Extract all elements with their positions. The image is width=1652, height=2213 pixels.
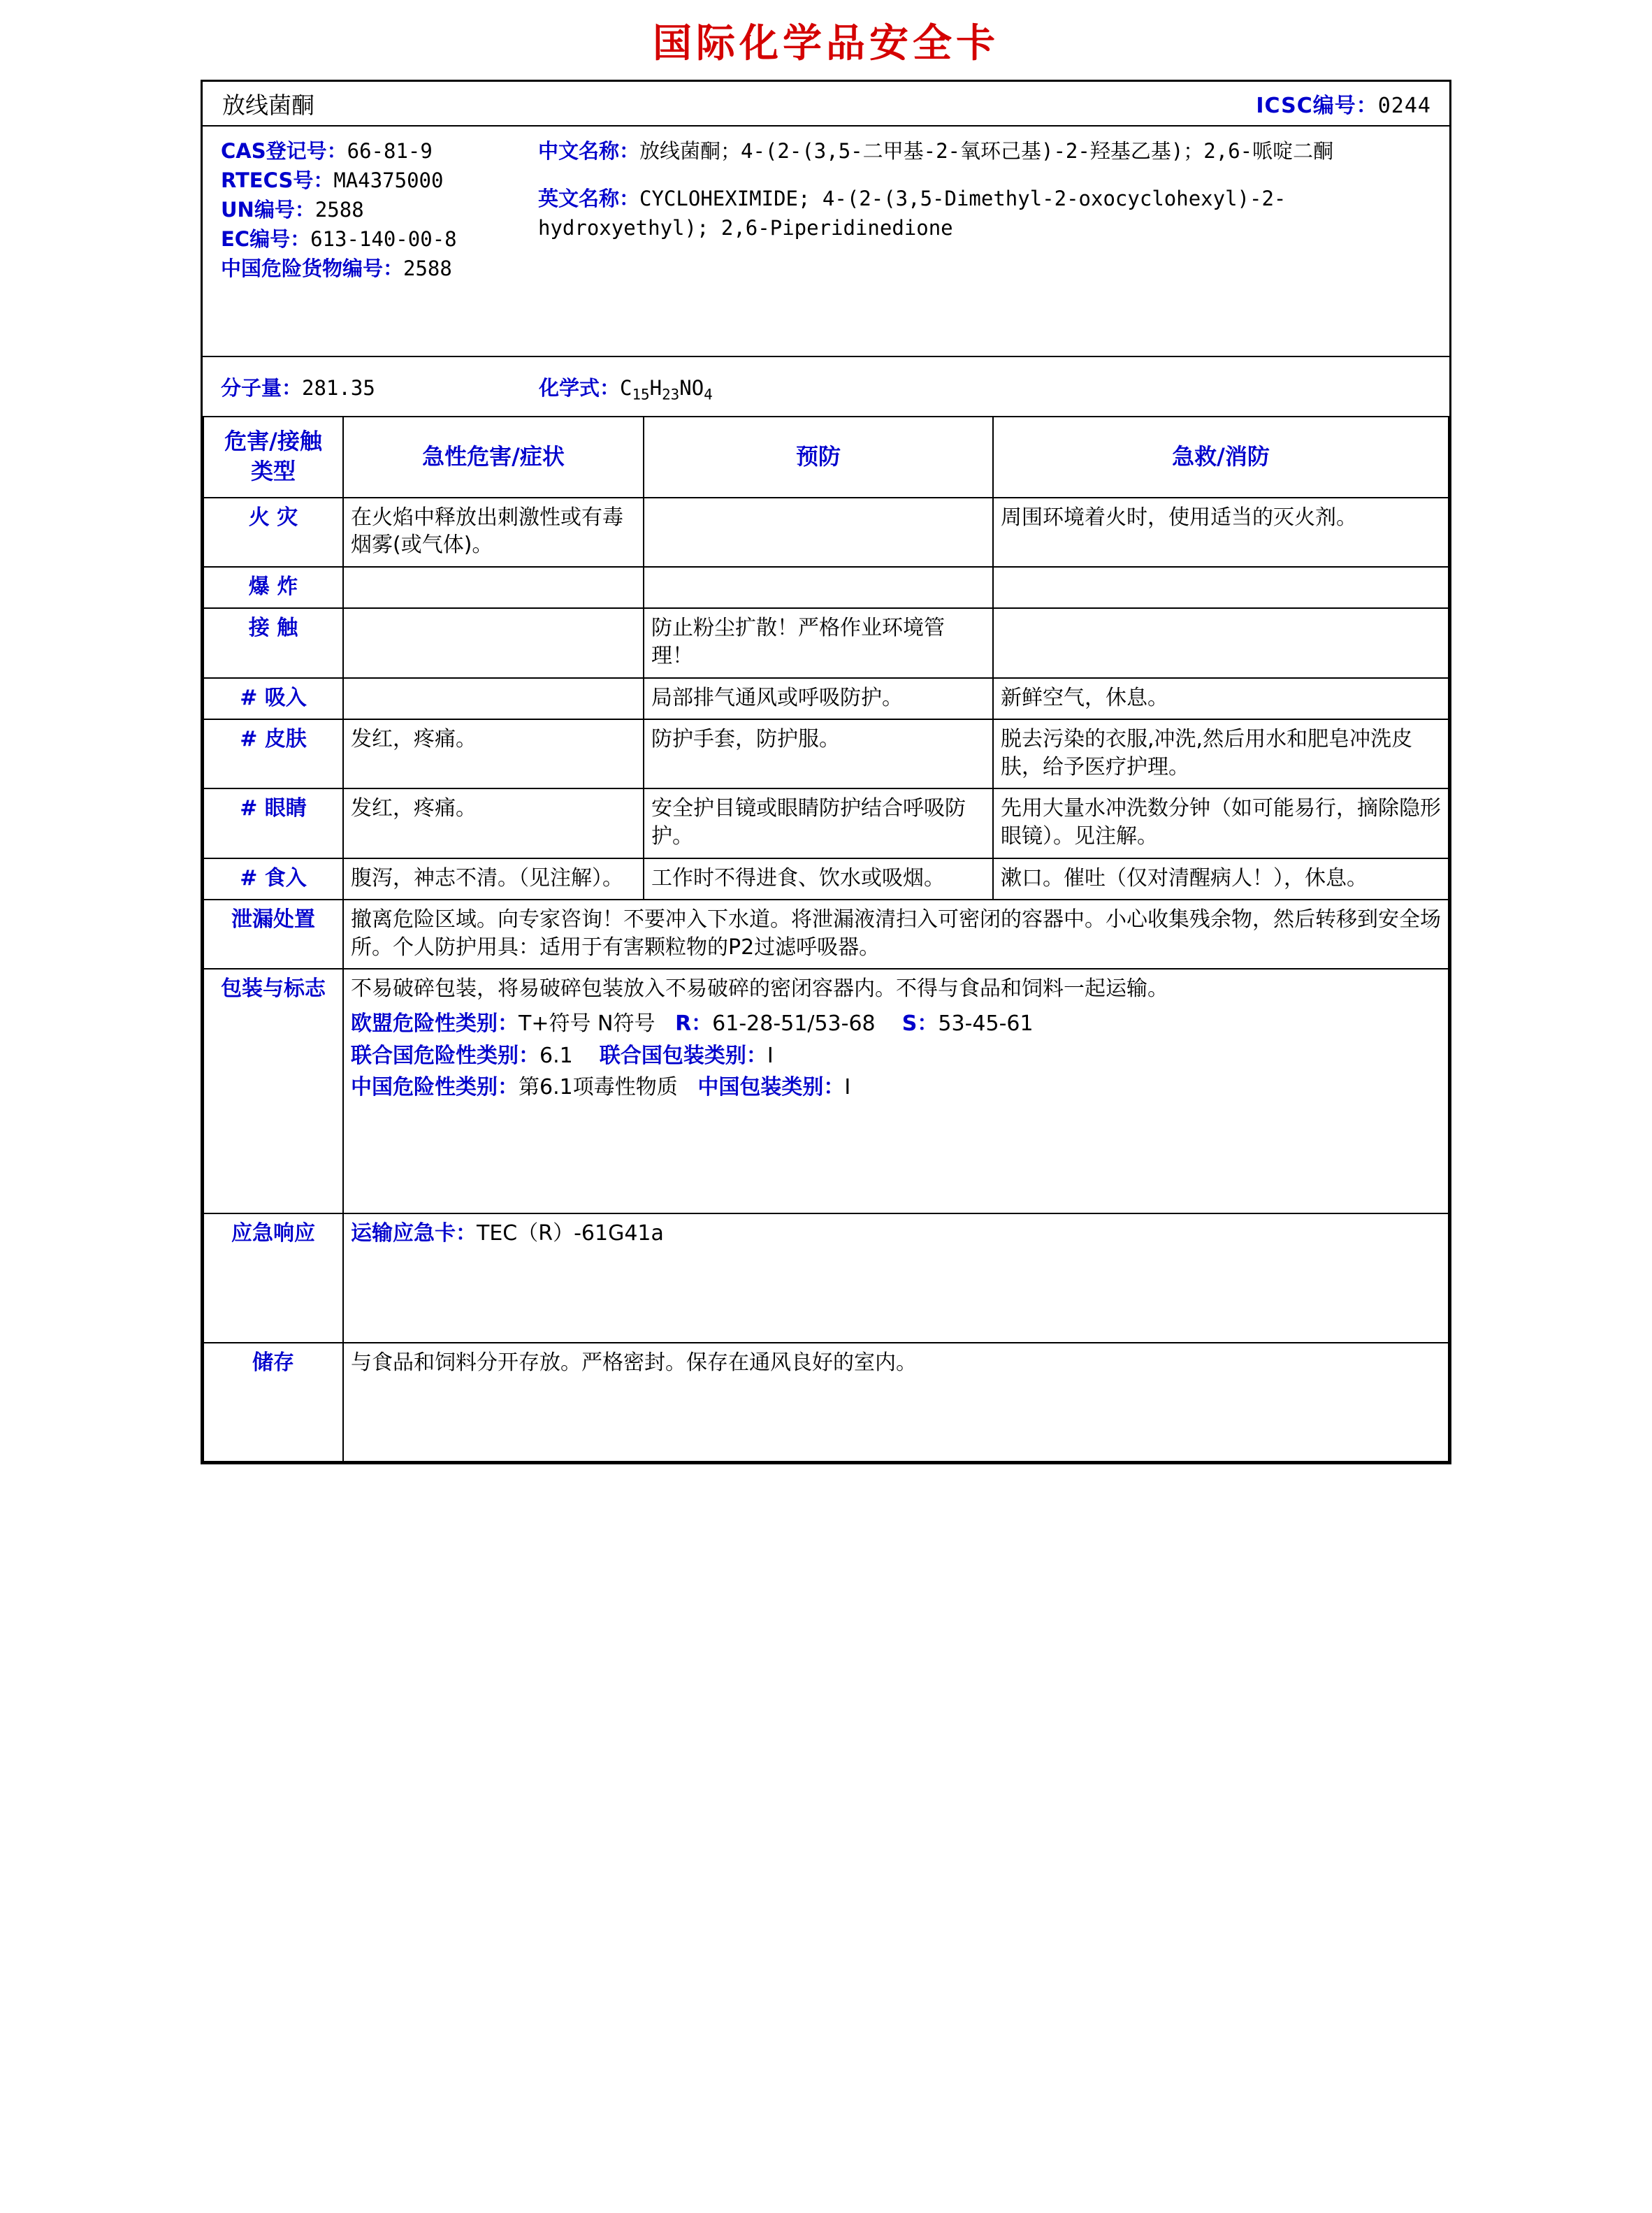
eu-r-value: 61-28-51/53-68: [712, 1011, 876, 1036]
table-row: [203, 719, 1449, 788]
tec-value: TEC（R）-61G41a: [477, 1221, 664, 1246]
cell-hazard-fire: 在火焰中释放出刺激性或有毒烟雾(或气体)。: [343, 498, 644, 567]
identifiers-block: [203, 127, 1449, 357]
header-cell-firstaid: 急救/消防: [993, 417, 1449, 498]
cell-prevention-exposure: 防止粉尘扩散！严格作业环境管理！: [644, 608, 993, 677]
substance-name: 放线菌酮: [222, 91, 314, 119]
row-category-response: 应急响应: [203, 1213, 343, 1343]
table-header-row: [203, 417, 1449, 498]
table-row-response: [203, 1213, 1449, 1343]
icsc-card: [201, 80, 1451, 1464]
cell-firstaid-skin: 脱去污染的衣服,冲洗,然后用水和肥皂冲洗皮肤，给予医疗护理。: [993, 719, 1449, 788]
cas-row: [221, 136, 538, 166]
hazard-table: [203, 416, 1449, 1463]
un-pack-value: I: [767, 1043, 774, 1068]
table-row-packaging: [203, 969, 1449, 1213]
row-category-exposure: 接 触: [203, 608, 343, 677]
icsc-number-block: [1256, 88, 1449, 119]
cell-firstaid-exposure: [993, 608, 1449, 677]
table-row: [203, 608, 1449, 677]
row-category-inhalation: # 吸入: [203, 678, 343, 720]
row-category-ingestion: # 食入: [203, 858, 343, 900]
cell-prevention-ingestion: 工作时不得进食、饮水或吸烟。: [644, 858, 993, 900]
eu-class-label: 欧盟危险性类别：: [351, 1011, 519, 1036]
eu-r-label: R：: [675, 1011, 713, 1036]
cell-response-text: [343, 1213, 1449, 1343]
cn-dangerous-value: 2588: [403, 257, 452, 281]
row-category-skin: # 皮肤: [203, 719, 343, 788]
header-cell-hazard: 急性危害/症状: [343, 417, 644, 498]
header-cell-prevention: 预防: [644, 417, 993, 498]
row-category-explosion: 爆 炸: [203, 567, 343, 609]
chinese-name-value: 放线菌酮；4-(2-(3,5-二甲基-2-氧环己基)-2-羟基乙基)；2,6-哌啶二酮: [639, 139, 1334, 163]
cell-hazard-ingestion: 腹泻，神志不清。（见注解）。: [343, 858, 644, 900]
cell-prevention-eyes: 安全护目镜或眼睛防护结合呼吸防护。: [644, 788, 993, 858]
cn-class-value: 第6.1项毒性物质: [519, 1075, 678, 1100]
packaging-un-line: [351, 1042, 1441, 1070]
cell-prevention-fire: [644, 498, 993, 567]
formula-value: $C_{15}H_{23}NO_4$: [620, 376, 713, 403]
cell-prevention-explosion: [644, 567, 993, 609]
row-category-spill: 泄漏处置: [203, 900, 343, 969]
icsc-number: 0244: [1377, 94, 1431, 118]
packaging-eu-line: [351, 1010, 1441, 1038]
cn-dangerous-label: 中国危险货物编号：: [221, 257, 404, 281]
packaging-cn-line: [351, 1074, 1441, 1102]
row-category-storage: 储存: [203, 1343, 343, 1462]
cell-firstaid-inhalation: 新鲜空气，休息。: [993, 678, 1449, 720]
cell-hazard-skin: 发红，疼痛。: [343, 719, 644, 788]
mw-value: 281.35: [302, 376, 375, 400]
cell-storage-text: 与食品和饲料分开存放。严格密封。保存在通风良好的室内。: [343, 1343, 1449, 1462]
table-row: [203, 788, 1449, 858]
formula-label: 化学式：: [539, 376, 621, 400]
eu-s-value: 53-45-61: [938, 1011, 1034, 1036]
un-class-value: 6.1: [539, 1043, 573, 1068]
formula-block: [203, 373, 1449, 416]
row-category-fire: 火 灾: [203, 498, 343, 567]
table-row-storage: [203, 1343, 1449, 1462]
cell-packaging-text: [343, 969, 1449, 1213]
cell-prevention-inhalation: 局部排气通风或呼吸防护。: [644, 678, 993, 720]
cell-firstaid-ingestion: 漱口。催吐（仅对清醒病人！），休息。: [993, 858, 1449, 900]
rtecs-label: RTECS号：: [221, 168, 334, 193]
rtecs-row: [221, 166, 538, 195]
icsc-label: ICSC编号：: [1256, 94, 1378, 118]
rtecs-value: MA4375000: [333, 168, 444, 193]
un-class-label: 联合国危险性类别：: [351, 1043, 539, 1068]
identifiers-left: [203, 136, 538, 349]
table-row: [203, 567, 1449, 609]
un-value: 2588: [314, 198, 364, 222]
cell-hazard-explosion: [343, 567, 644, 609]
table-row: [203, 858, 1449, 900]
un-label: UN编号：: [221, 198, 315, 222]
cell-hazard-inhalation: [343, 678, 644, 720]
cn-class-label: 中国危险性类别：: [351, 1075, 519, 1100]
un-row: [221, 195, 538, 224]
header-category-line2: 类型: [250, 457, 296, 484]
row-category-packaging: 包装与标志: [203, 969, 343, 1213]
cn-pack-label: 中国包装类别：: [697, 1075, 845, 1100]
table-row-spill: [203, 900, 1449, 969]
mw-label: 分子量：: [221, 376, 303, 400]
cell-firstaid-eyes: 先用大量水冲洗数分钟（如可能易行，摘除隐形眼镜）。见注解。: [993, 788, 1449, 858]
header-category-line1: 危害/接触: [224, 428, 322, 455]
cell-spill-text: 撤离危险区域。向专家咨询！不要冲入下水道。将泄漏液清扫入可密闭的容器中。小心收集残余物，然后转移到安全场所。个人防护用具：适用于有害颗粒物的P2过滤呼吸器。: [343, 900, 1449, 969]
english-name-label: 英文名称：: [538, 187, 640, 211]
table-row: [203, 498, 1449, 567]
ec-value: 613-140-00-8: [310, 227, 457, 252]
cell-firstaid-fire: 周围环境着火时，使用适当的灭火剂。: [993, 498, 1449, 567]
row-category-eyes: # 眼睛: [203, 788, 343, 858]
header-cell-category: [203, 417, 343, 498]
cn-pack-value: I: [844, 1075, 851, 1100]
english-name-row: [538, 184, 1428, 243]
card-header: [203, 82, 1449, 127]
un-pack-label: 联合国包装类别：: [599, 1043, 767, 1068]
page-title: 国际化学品安全卡: [653, 20, 999, 66]
cell-firstaid-explosion: [993, 567, 1449, 609]
cn-dangerous-row: [221, 254, 538, 283]
molecular-weight: [221, 373, 539, 401]
eu-s-label: S：: [901, 1011, 939, 1036]
cas-label: CAS登记号：: [221, 139, 347, 163]
eu-class-value: T+符号 N符号: [519, 1011, 655, 1036]
tec-label: 运输应急卡：: [351, 1221, 477, 1246]
cell-hazard-eyes: 发红，疼痛。: [343, 788, 644, 858]
table-row: [203, 678, 1449, 720]
chemical-formula: [539, 373, 713, 403]
cell-hazard-exposure: [343, 608, 644, 677]
cell-prevention-skin: 防护手套，防护服。: [644, 719, 993, 788]
chinese-name-row: [538, 136, 1428, 166]
ec-row: [221, 224, 538, 254]
english-name-value: CYCLOHEXIMIDE; 4-(2-(3,5-Dimethyl-2-oxocyclohexyl)-2-hydroxyethyl); 2,6-Piperidinedione: [538, 187, 1287, 240]
ec-label: EC编号：: [221, 227, 311, 252]
identifiers-right: [538, 136, 1449, 349]
chinese-name-label: 中文名称：: [538, 139, 640, 163]
packaging-main-text: 不易破碎包装，将易破碎包装放入不易破碎的密闭容器内。不得与食品和饲料一起运输。: [351, 976, 1168, 1002]
cas-value: 66-81-9: [347, 139, 433, 163]
